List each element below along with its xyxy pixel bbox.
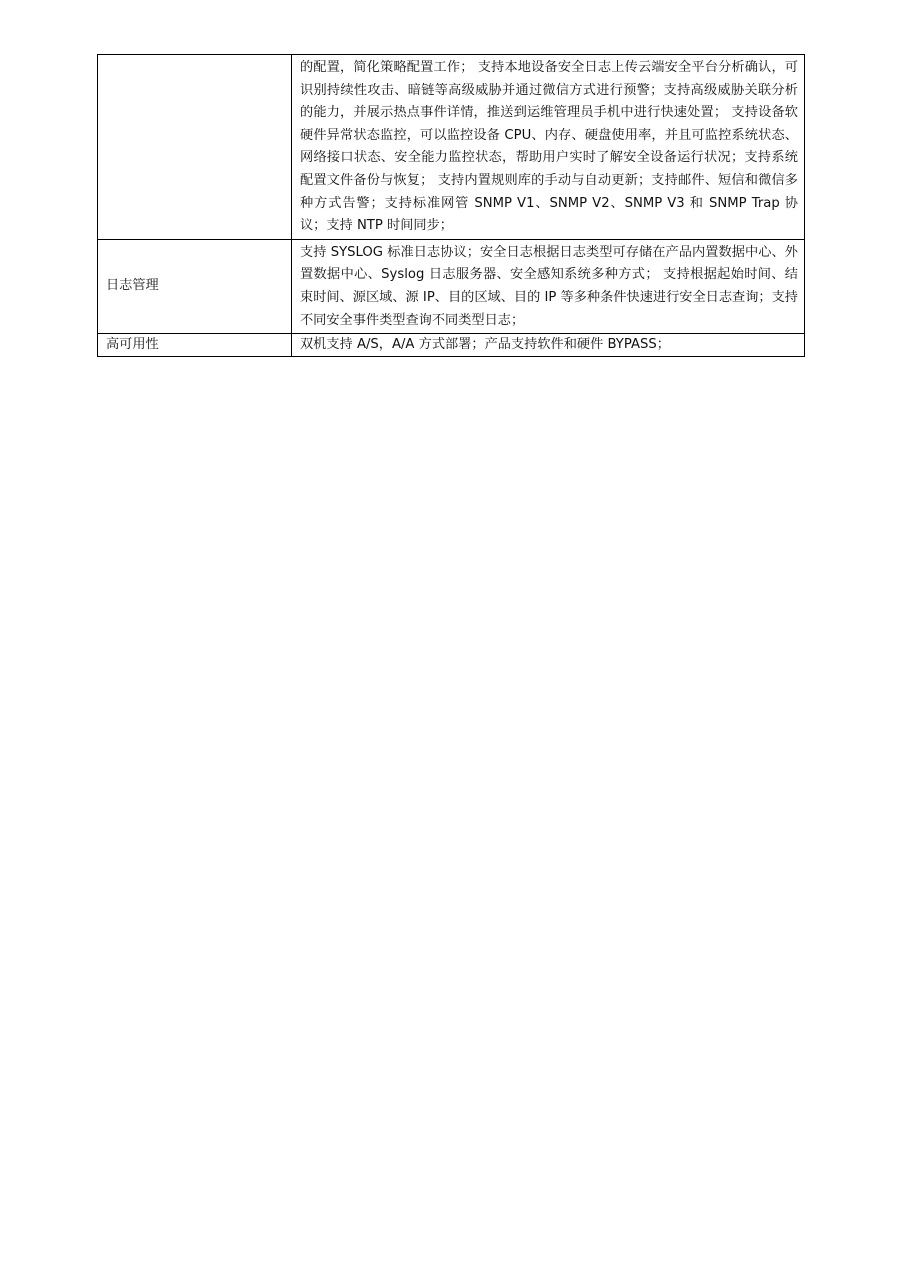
spec-table	[97, 54, 805, 357]
table-row	[98, 55, 805, 240]
row-content-cell: 支持 SYSLOG 标准日志协议；安全日志根据日志类型可存储在产品内置数据中心、外置数据中心、Syslog 日志服务器、安全感知系统多种方式； 支持根据起始时间、结束时间、源区域、源 IP、目的区域、目的 IP 等多种条件快速进行安全日志查询；支持不同安全事件类型查询不同类型日志；	[292, 239, 805, 333]
table-row	[98, 239, 805, 333]
row-label-cell	[98, 55, 292, 240]
table-row	[98, 334, 805, 357]
row-content-cell: 的配置，简化策略配置工作； 支持本地设备安全日志上传云端安全平台分析确认，可识别持续性攻击、暗链等高级威胁并通过微信方式进行预警；支持高级威胁关联分析的能力，并展示热点事件详情，推送到运维管理员手机中进行快速处置； 支持设备软硬件异常状态监控，可以监控设备 CPU、内存、硬盘使用率，并且可监控系统状态、网络接口状态、安全能力监控状态，帮助用户实时了解安全设备运行状况；支持系统配置文件备份与恢复； 支持内置规则库的手动与自动更新；支持邮件、短信和微信多种方式告警；支持标准网管 SNMP V1、SNMP V2、SNMP V3 和 SNMP Trap 协议；支持 NTP 时间同步；	[292, 55, 805, 240]
row-label-cell: 高可用性	[98, 334, 292, 357]
row-content-cell: 双机支持 A/S，A/A 方式部署；产品支持软件和硬件 BYPASS；	[292, 334, 805, 357]
row-label-cell: 日志管理	[98, 239, 292, 333]
